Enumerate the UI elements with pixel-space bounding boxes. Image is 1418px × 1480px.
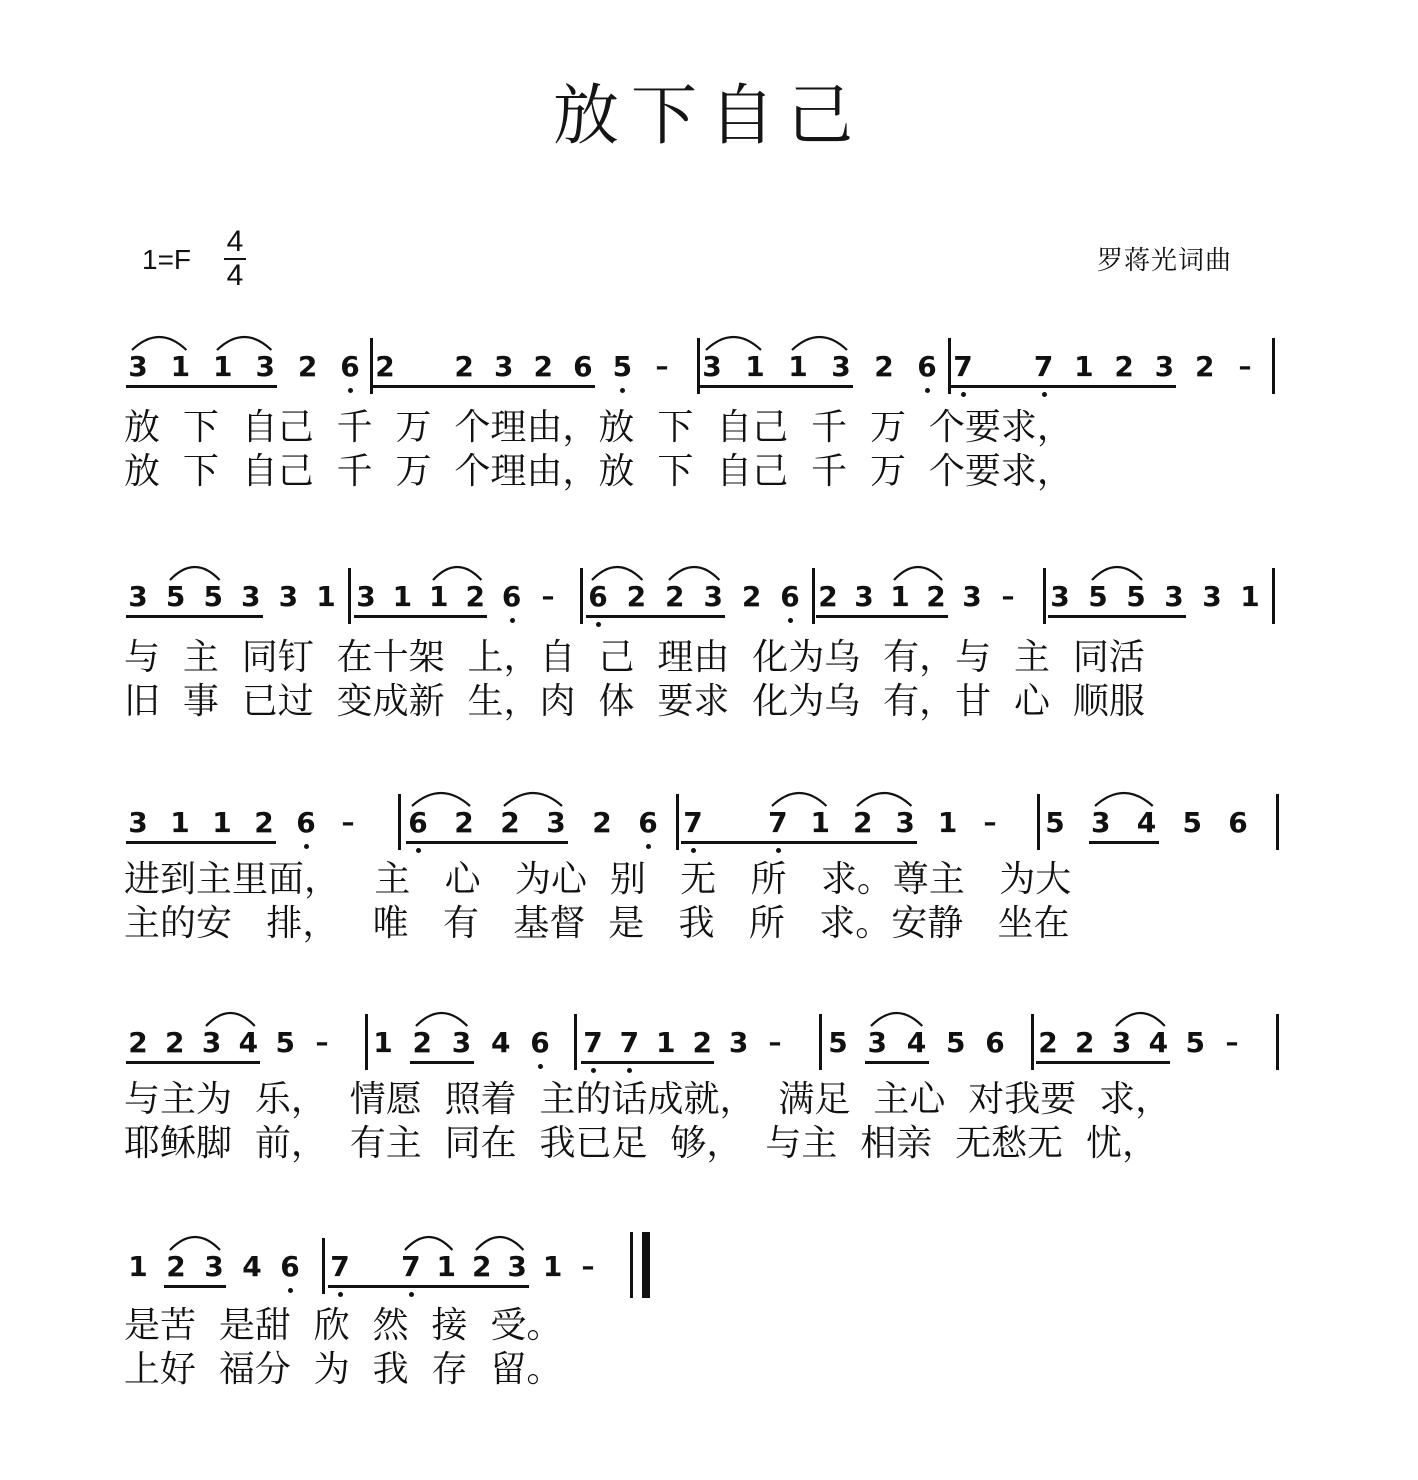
note: 5	[275, 1026, 295, 1059]
note: 1	[128, 1250, 148, 1283]
note: 1	[170, 806, 190, 839]
slur-arc	[770, 786, 828, 808]
eighth-underline	[328, 1285, 529, 1288]
note: 1	[1074, 350, 1094, 383]
note: 2	[818, 580, 838, 613]
note: 3	[493, 350, 514, 383]
lyric-line-2: 主的安 排， 唯 有 基督 是 我 所 求。安静 坐在	[124, 903, 1070, 944]
note: 3	[895, 806, 915, 839]
bar-line	[676, 794, 679, 850]
note: 1	[212, 806, 232, 839]
slur-path	[1092, 567, 1142, 580]
note: 3	[1154, 350, 1175, 383]
slur-arc	[892, 560, 944, 582]
octave-dot-low	[288, 1288, 293, 1293]
bar-line	[1037, 794, 1040, 850]
bar-line	[1276, 1014, 1279, 1070]
bar-line	[1031, 1014, 1034, 1070]
slur-path	[433, 567, 481, 580]
note: 6	[985, 1026, 1005, 1059]
time-signature-top: 4	[226, 225, 244, 258]
eighth-underline	[816, 615, 948, 618]
note: 2	[665, 580, 685, 613]
bar-line	[948, 338, 951, 394]
hold-dash: –	[541, 582, 555, 612]
note: 2	[297, 350, 318, 383]
slur-path	[217, 337, 271, 350]
note: 1	[788, 350, 808, 383]
note: 1	[890, 580, 910, 613]
slur-path	[132, 337, 186, 350]
bar-line	[1043, 568, 1046, 624]
note: 5	[203, 580, 223, 613]
note: 2	[852, 806, 873, 839]
note: 1	[656, 1026, 676, 1059]
note: 5	[1182, 806, 1202, 839]
final-bar-thin	[630, 1232, 633, 1298]
notation-row	[0, 560, 1418, 634]
note: 4	[491, 1026, 511, 1059]
hold-dash: –	[768, 1028, 782, 1058]
slur-arc	[1114, 1006, 1167, 1028]
octave-dot-low	[646, 844, 651, 849]
note: 5	[1045, 806, 1065, 839]
note: 6	[280, 1250, 300, 1283]
octave-dot-low	[304, 844, 309, 849]
note: 2	[592, 806, 612, 839]
slur-arc	[403, 1230, 454, 1252]
note: 1	[937, 806, 958, 839]
slur-path	[772, 793, 826, 806]
slur-arc	[855, 786, 913, 808]
note: 4	[242, 1250, 262, 1283]
octave-dot-low	[627, 1068, 632, 1073]
note: 6	[530, 1026, 550, 1059]
notation-row	[0, 1230, 1418, 1304]
eighth-underline	[373, 385, 595, 388]
note: 2	[1038, 1026, 1058, 1059]
octave-dot-low	[348, 388, 353, 393]
note: 5	[612, 350, 633, 383]
note: 1	[392, 580, 413, 613]
eighth-underline	[164, 1285, 226, 1288]
note: 7	[768, 806, 788, 839]
octave-dot-low	[776, 848, 781, 853]
note: 3	[728, 1026, 749, 1059]
note: 7	[401, 1250, 421, 1283]
lyric-line-2: 耶稣脚 前， 有主 同在 我已足 够， 与主 相亲 无愁无 忧，	[124, 1123, 1158, 1164]
eighth-underline	[1089, 841, 1159, 844]
note: 6	[501, 580, 522, 613]
note: 3	[1202, 580, 1222, 613]
final-bar-thick	[642, 1232, 650, 1298]
bar-line	[1272, 338, 1275, 394]
note: 2	[375, 350, 395, 383]
slur-arc	[168, 560, 222, 582]
slur-path	[170, 1237, 220, 1250]
note: 4	[906, 1026, 927, 1059]
slur-path	[170, 567, 220, 580]
composer-credit: 罗蒋光词曲	[1096, 246, 1232, 276]
bar-line	[370, 338, 373, 394]
lyric-line-2: 上好 福分 为 我 存 留。	[124, 1349, 563, 1390]
slur-arc	[204, 1006, 257, 1028]
bar-line	[697, 338, 700, 394]
note: 5	[1126, 580, 1146, 613]
bar-line	[348, 568, 351, 624]
note: 3	[1164, 580, 1184, 613]
note: 7	[583, 1026, 603, 1059]
key-signature: 1=F	[142, 244, 192, 275]
note: 3	[356, 580, 376, 613]
lyric-line-2: 放 下 自己 千 万 个理由，放 下 自己 千 万 个要求，	[124, 451, 1073, 492]
eighth-underline	[126, 1061, 260, 1064]
slur-arc	[414, 1006, 469, 1028]
bar-line	[812, 568, 815, 624]
slur-arc	[1093, 786, 1155, 808]
hold-dash: –	[315, 1028, 329, 1058]
eighth-underline	[354, 615, 487, 618]
note: 3	[128, 580, 148, 613]
note: 5	[946, 1026, 966, 1059]
note: 5	[1185, 1026, 1205, 1059]
bar-line	[1272, 568, 1275, 624]
note: 7	[619, 1026, 640, 1059]
note: 7	[330, 1250, 350, 1283]
eighth-underline	[126, 841, 276, 844]
note: 6	[408, 806, 428, 839]
note: 2	[1114, 350, 1134, 383]
hold-dash: –	[1238, 352, 1252, 382]
note: 6	[296, 806, 316, 839]
slur-arc	[1090, 560, 1144, 582]
note: 2	[741, 580, 762, 613]
note: 3	[867, 1026, 887, 1059]
slur-path	[405, 1237, 452, 1250]
bar-line	[574, 1014, 577, 1070]
slur-path	[592, 567, 642, 580]
eighth-underline	[581, 1061, 714, 1064]
note: 6	[573, 350, 593, 383]
octave-dot-low	[510, 618, 515, 623]
octave-dot-low	[416, 848, 421, 853]
note: 1	[810, 806, 831, 839]
bar-line	[398, 794, 401, 850]
octave-dot-low	[338, 1292, 343, 1297]
slur-path	[706, 337, 761, 350]
slur-arc	[474, 1230, 525, 1252]
slur-path	[857, 793, 911, 806]
slur-arc	[590, 560, 644, 582]
note: 2	[454, 350, 474, 383]
note: 3	[1111, 1026, 1132, 1059]
note: 1	[745, 350, 765, 383]
note: 4	[238, 1026, 259, 1059]
note: 1	[373, 1026, 393, 1059]
song-title: 放下自己	[553, 77, 865, 154]
note: 6	[588, 580, 608, 613]
note: 5	[165, 580, 186, 613]
note: 3	[854, 580, 874, 613]
note: 3	[451, 1026, 472, 1059]
note: 7	[1033, 350, 1054, 383]
hold-dash: –	[655, 352, 669, 382]
note: 2	[166, 1250, 186, 1283]
note: 1	[213, 350, 233, 383]
eighth-underline	[1036, 1061, 1170, 1064]
note: 1	[436, 1250, 457, 1283]
slur-path	[412, 793, 470, 806]
note: 6	[340, 350, 360, 383]
slur-path	[669, 567, 719, 580]
note: 6	[780, 580, 800, 613]
notation-row	[0, 1006, 1418, 1080]
note: 3	[255, 350, 275, 383]
note: 6	[1228, 806, 1248, 839]
note: 4	[1148, 1026, 1169, 1059]
slur-arc	[667, 560, 721, 582]
slur-arc	[431, 560, 483, 582]
eighth-underline	[681, 841, 917, 844]
octave-dot-low	[591, 1068, 596, 1073]
octave-dot-low	[409, 1292, 414, 1297]
lyric-line-1: 放 下 自己 千 万 个理由，放 下 自己 千 万 个要求，	[124, 407, 1073, 448]
bar-line	[819, 1014, 822, 1070]
note: 3	[703, 580, 723, 613]
note: 3	[204, 1250, 224, 1283]
note: 2	[926, 580, 946, 613]
lyric-line-1: 进到主里面， 主 心 为心 别 无 所 求。尊主 为大	[124, 859, 1072, 900]
note: 3	[128, 806, 148, 839]
note: 3	[507, 1250, 527, 1283]
note: 2	[412, 1026, 432, 1059]
note: 2	[874, 350, 894, 383]
octave-dot-low	[620, 388, 625, 393]
note: 5	[1088, 580, 1108, 613]
note: 2	[1075, 1026, 1095, 1059]
slur-arc	[704, 330, 763, 352]
hold-dash: –	[1001, 582, 1015, 612]
note: 3	[1091, 806, 1111, 839]
note: 2	[165, 1026, 185, 1059]
note: 3	[702, 350, 722, 383]
note: 1	[429, 580, 449, 613]
bar-line	[580, 568, 583, 624]
slur-arc	[502, 786, 564, 808]
note: 6	[638, 806, 658, 839]
slur-path	[416, 1013, 467, 1026]
eighth-underline	[1048, 615, 1186, 618]
octave-dot-low	[596, 622, 601, 627]
note: 2	[692, 1026, 712, 1059]
note: 1	[1240, 580, 1260, 613]
lyric-line-1: 是苦 是甜 欣 然 接 受。	[124, 1305, 563, 1346]
eighth-underline	[586, 615, 725, 618]
hold-dash: –	[983, 808, 997, 838]
note: 1	[542, 1250, 563, 1283]
slur-path	[894, 567, 942, 580]
note: 2	[500, 806, 520, 839]
eighth-underline	[406, 841, 568, 844]
note: 6	[917, 350, 937, 383]
octave-dot-low	[788, 618, 793, 623]
eighth-underline	[410, 1061, 473, 1064]
note: 2	[465, 580, 485, 613]
octave-dot-low	[691, 848, 696, 853]
note: 5	[828, 1026, 848, 1059]
eighth-underline	[865, 1061, 928, 1064]
octave-dot-low	[961, 392, 966, 397]
note: 2	[254, 806, 274, 839]
note: 3	[241, 580, 261, 613]
note: 3	[1050, 580, 1070, 613]
note: 7	[953, 350, 973, 383]
note: 2	[128, 1026, 148, 1059]
octave-dot-low	[538, 1064, 543, 1069]
eighth-underline	[126, 615, 263, 618]
hold-dash: –	[341, 808, 355, 838]
time-signature	[222, 226, 248, 292]
slur-path	[504, 793, 562, 806]
note: 3	[831, 350, 851, 383]
slur-arc	[869, 1006, 924, 1028]
note: 2	[454, 806, 474, 839]
note: 3	[546, 806, 566, 839]
note: 3	[962, 580, 982, 613]
lyric-line-2: 旧 事 已过 变成新 生，肉 体 要求 化为乌 有，甘 心 顺服	[124, 681, 1145, 722]
octave-dot-low	[1042, 392, 1047, 397]
note: 1	[316, 580, 336, 613]
eighth-underline	[951, 385, 1176, 388]
hold-dash: –	[1225, 1028, 1239, 1058]
note: 3	[201, 1026, 222, 1059]
eighth-underline	[700, 385, 853, 388]
note: 2	[471, 1250, 492, 1283]
hold-dash: –	[581, 1252, 595, 1282]
lyric-line-1: 与主为 乐， 情愿 照着 主的话成就， 满足 主心 对我要 求，	[124, 1079, 1172, 1120]
lyric-line-1: 与 主 同钉 在十架 上，自 己 理由 化为乌 有，与 主 同活	[124, 637, 1145, 678]
slur-arc	[215, 330, 273, 352]
note: 1	[170, 350, 191, 383]
bar-line	[1276, 794, 1279, 850]
note: 3	[278, 580, 299, 613]
octave-dot-low	[925, 388, 930, 393]
slur-arc	[168, 1230, 222, 1252]
note: 3	[128, 350, 148, 383]
note: 2	[626, 580, 647, 613]
bar-line	[322, 1238, 325, 1294]
notation-row	[0, 330, 1418, 404]
slur-path	[792, 337, 847, 350]
note: 2	[1194, 350, 1215, 383]
slur-path	[871, 1013, 922, 1026]
bar-line	[365, 1014, 368, 1070]
time-signature-bottom: 4	[226, 259, 244, 292]
note: 4	[1136, 806, 1157, 839]
slur-path	[206, 1013, 255, 1026]
eighth-underline	[126, 385, 277, 388]
slur-arc	[130, 330, 188, 352]
slur-arc	[790, 330, 849, 352]
note: 7	[683, 806, 703, 839]
slur-path	[1116, 1013, 1165, 1026]
slur-path	[476, 1237, 523, 1250]
slur-path	[1095, 793, 1153, 806]
note: 2	[533, 350, 554, 383]
slur-arc	[410, 786, 472, 808]
notation-row	[0, 786, 1418, 860]
